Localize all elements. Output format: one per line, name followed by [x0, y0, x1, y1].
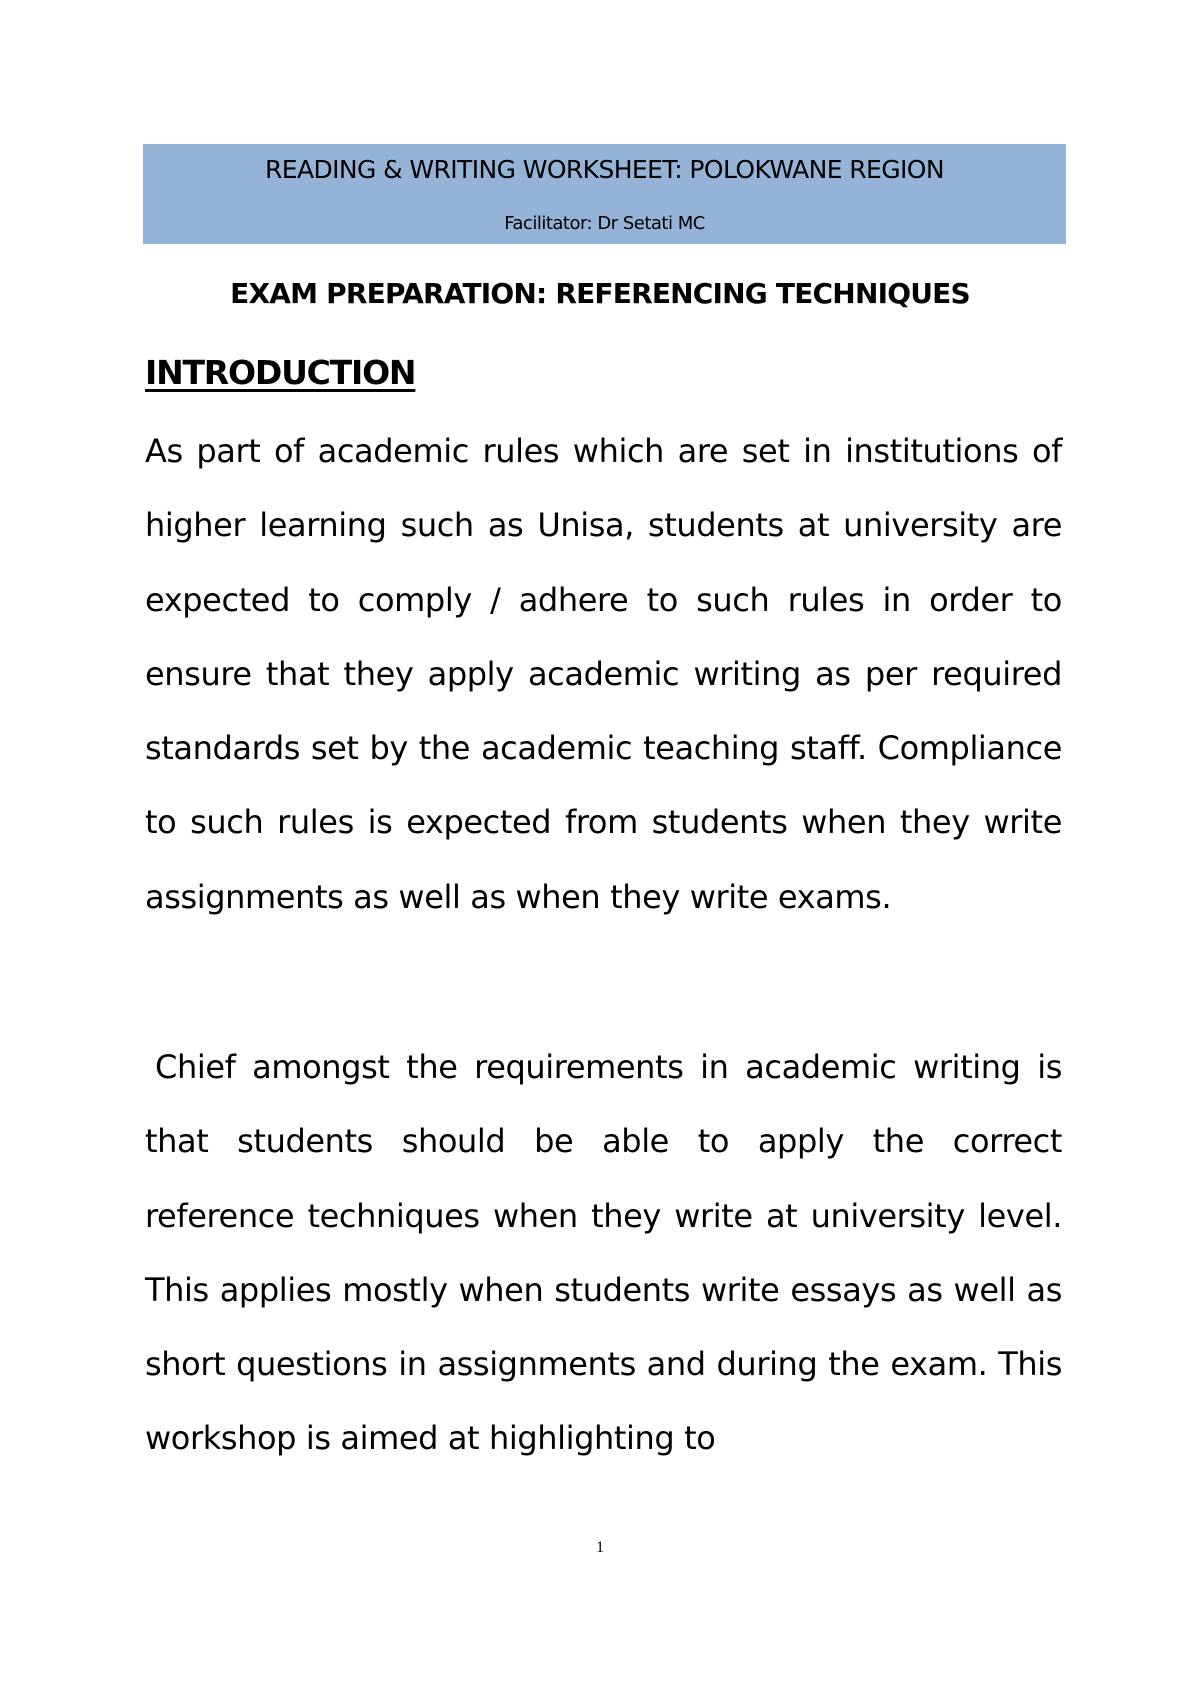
facilitator-line: Facilitator: Dr Setati MC	[504, 213, 705, 234]
introduction-paragraph-2: Chief amongst the requirements in academic writing is that students should be able to apply the correct reference techniques when they write at university level. This applies mostly when students write essays as well as short questions in assignments and during the exam. This workshop is aimed at highlighting to	[145, 1048, 1062, 1458]
introduction-paragraph-1: As part of academic rules which are set in institutions of higher learning such as Unisa, students at university are expected to comply / adhere to such rules in order to ensure that they apply academic writing as per required standards set by the academic teaching staff. Compliance to such rules is expected from students when they write assignments as well as when they write exams.	[145, 432, 1062, 916]
worksheet-title: READING & WRITING WORKSHEET: POLOKWANE REGION	[265, 155, 944, 184]
exam-preparation-title: EXAM PREPARATION: REFERENCING TECHNIQUES	[230, 277, 970, 310]
page-number: 1	[596, 1539, 604, 1556]
header-banner	[143, 144, 1066, 244]
introduction-heading: INTRODUCTION	[145, 353, 416, 392]
